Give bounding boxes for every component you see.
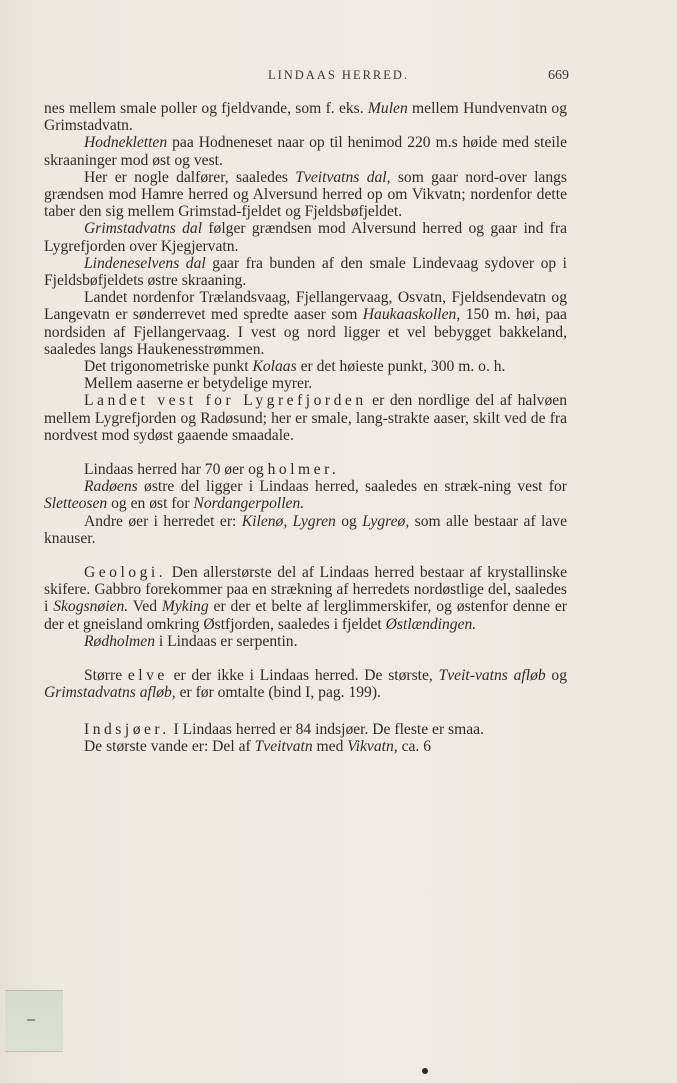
text-run: er der et belte af lerglimmerskifer, og østenfor denne er der et gneisland omkring Østfjorden, saaledes i fjeldet	[44, 598, 567, 633]
ink-dot	[422, 1068, 428, 1074]
text-run: mellem Hundvenvatn og Grimstadvatn.	[44, 100, 567, 135]
spaced-term: elve	[127, 667, 168, 685]
text-run: Landet nordenfor Trælandsvaag, Fjellangervaag, Osvatn, Fjeldsendevatn og Langevatn er sønderrevet med spredte aaser som	[44, 289, 567, 324]
text-run: Større	[84, 667, 128, 685]
header-title: LINDAAS HERRED.	[267, 68, 410, 82]
paragraph	[44, 358, 567, 375]
page-tab-marker	[5, 990, 63, 1052]
paragraph	[44, 461, 567, 478]
text-run: Ved	[128, 598, 162, 616]
text-run: som gaar nord-over langs grændsen mod Hamre herred og Alversund herred op om Vikvatn; nordenfor dette taber den sig mellem Grimstad-fjeldet og Fjeldsbøfjeldet.	[44, 168, 567, 221]
italic-term: Tveitvatns dal,	[295, 168, 391, 186]
paragraph	[44, 392, 567, 444]
paragraph	[44, 134, 567, 168]
italic-term: Tveitvatn	[254, 737, 313, 755]
spaced-term: holmer.	[267, 461, 340, 479]
text-run: paa Hodneneset naar op til henimod 220 m.s høide med steile skraaninger mod øst og vest.	[44, 134, 567, 169]
text-run: Andre øer i herredet er:	[84, 512, 242, 530]
text-run: følger grændsen mod Alversund herred og gaar ind fra Lygrefjorden over Kjegjervatn.	[44, 220, 567, 255]
paragraph	[44, 738, 567, 755]
italic-term: Hodnekletten	[84, 134, 168, 152]
italic-term: Skogsnøien.	[53, 598, 129, 616]
italic-term: Sletteosen	[44, 495, 108, 513]
body-text	[44, 100, 567, 755]
text-run: Den allerstørste del af Lindaas herred bestaar af krystallinske skifere. Gabbro forekommer paa en strækning af herredets nordøstlige del, saaledes i	[44, 564, 567, 616]
text-run: gaar fra bunden af den smale Lindevaag sydover op i Fjeldsbøfjeldets østre skraaning.	[44, 254, 568, 290]
text-run: i Lindaas er serpentin.	[155, 632, 298, 650]
text-run: Mellem aaserne er betydelige myrer.	[84, 375, 313, 393]
spaced-term: Geologi.	[84, 564, 167, 582]
text-run: Lindaas herred har 70 øer og	[84, 461, 268, 479]
text-run: Det trigonometriske punkt	[84, 358, 253, 376]
paragraph	[44, 375, 567, 392]
paragraph	[44, 667, 567, 701]
paragraph	[44, 633, 567, 650]
spaced-term: Landet vest for Lygrefjorden	[84, 392, 367, 410]
text-run: er før omtalte (bind I, pag. 199).	[175, 684, 381, 702]
text-run: med	[312, 737, 348, 755]
tab-dash-icon	[27, 1019, 35, 1021]
italic-term: Kolaas	[252, 358, 297, 376]
text-run: er det høieste punkt, 300 m. o. h.	[296, 358, 506, 376]
italic-term: Lygreø,	[362, 512, 410, 530]
italic-term: Grimstadvatns dal	[84, 220, 203, 238]
paragraph	[44, 169, 567, 221]
page-number: 669	[548, 68, 569, 83]
paragraph	[44, 289, 567, 358]
italic-term: Radøens	[84, 478, 138, 496]
italic-term: Myking	[161, 598, 209, 616]
text-run: som alle bestaar af lave knauser.	[44, 512, 568, 547]
text-run: er der ikke i Lindaas herred. De største,	[167, 667, 439, 685]
italic-term: Lindeneselvens dal	[84, 254, 206, 272]
paragraph	[44, 220, 567, 254]
text-run: nes mellem smale poller og fjeldvande, som f. eks.	[44, 100, 368, 117]
italic-term: Rødholmen	[84, 632, 156, 650]
text-run: og	[545, 667, 568, 685]
italic-term: Vikvatn,	[347, 737, 398, 755]
paragraph	[44, 478, 567, 512]
paragraph	[44, 721, 567, 738]
italic-term: Mulen	[367, 100, 408, 117]
italic-term: Kilenø, Lygren	[241, 512, 336, 530]
italic-term: Østlændingen.	[385, 615, 477, 633]
text-run: Her er nogle dalfører, saaledes	[84, 168, 296, 186]
italic-term: Nordangerpollen.	[193, 495, 305, 513]
text-run: østre del ligger i Lindaas herred, saaledes en stræk-ning vest for	[137, 478, 567, 496]
paragraph	[44, 255, 567, 289]
text-run: ca. 6	[397, 737, 432, 755]
text-run: De største vande er: Del af	[84, 737, 255, 755]
spaced-term: Indsjøer.	[84, 720, 170, 738]
running-header	[0, 68, 677, 88]
text-run: og	[335, 512, 363, 530]
italic-term: Tveit-vatns afløb	[438, 667, 546, 685]
italic-term: Grimstadvatns afløb,	[44, 684, 176, 702]
text-run: er den nordlige del af halvøen mellem Lygrefjorden og Radøsund; her er smale, lang-strakte aaser, skilt ved de fra nordvest mod sydøst gaaende smaadale.	[44, 392, 567, 444]
paragraph	[44, 564, 567, 633]
text-run: og en øst for	[107, 495, 194, 513]
text-run: 150 m. høi, paa nordsiden af Fjellangervaag. I vest og nord ligger et vel bebygget bakkeland, saaledes langs Haukenesstrømmen.	[44, 306, 567, 358]
paragraph	[44, 100, 567, 134]
paragraph	[44, 513, 567, 547]
italic-term: Haukaaskollen,	[362, 306, 461, 324]
text-run: I Lindaas herred er 84 indsjøer. De fleste er smaa.	[169, 720, 484, 738]
